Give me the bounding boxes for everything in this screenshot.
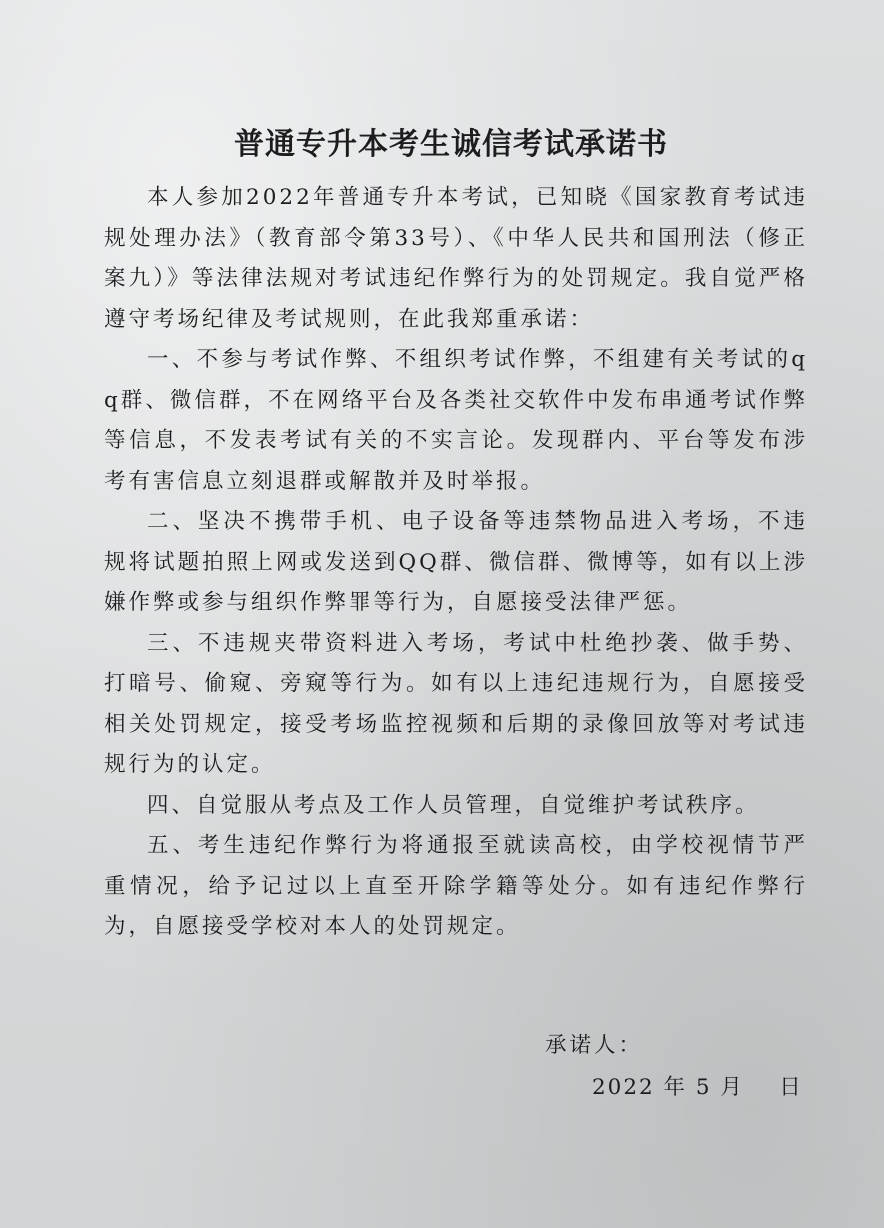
pledge-item-1: 一、不参与考试作弊、不组织考试作弊，不组建有关考试的qq群、微信群，不在网络平台及各类社交软件中发布串通考试作弊等信息，不发表考试有关的不实言论。发现群内、平台等发布涉考有害信息立刻退群或解散并及时举报。 (104, 347, 808, 494)
signature-date: 2022 年 5 月 日 (592, 1075, 803, 1100)
pledge-item-5: 五、考生违纪作弊行为将通报至就读高校，由学校视情节严重情况，给予记过以上直至开除学籍等处分。如有违纪作弊行为，自愿接受学校对本人的处罚规定。 (104, 833, 808, 939)
intro-paragraph: 本人参加2022年普通专升本考试，已知晓《国家教育考试违规处理办法》（教育部令第33号）、《中华人民共和国刑法（修正案九）》等法律法规对考试违纪作弊行为的处罚规定。我自觉严格遵守考场纪律及考试规则，在此我郑重承诺： (104, 185, 808, 332)
pledge-item-3: 三、不违规夹带资料进入考场，考试中杜绝抄袭、做手势、打暗号、偷窥、旁窥等行为。如有以上违纪违规行为，自愿接受相关处罚规定，接受考场监控视频和后期的录像回放等对考试违规行为的认定。 (104, 630, 808, 777)
signature-label: 承诺人： (545, 1033, 644, 1058)
document-title: 普通专升本考生诚信考试承诺书 (234, 127, 668, 162)
pledge-item-4: 四、自觉服从考点及工作人员管理，自觉维护考试秩序。 (147, 792, 760, 818)
pledge-item-2: 二、坚决不携带手机、电子设备等违禁物品进入考场，不违规将试题拍照上网或发送到QQ群、微信群、微博等，如有以上涉嫌作弊或参与组织作弊罪等行为，自愿接受法律严惩。 (104, 509, 808, 615)
